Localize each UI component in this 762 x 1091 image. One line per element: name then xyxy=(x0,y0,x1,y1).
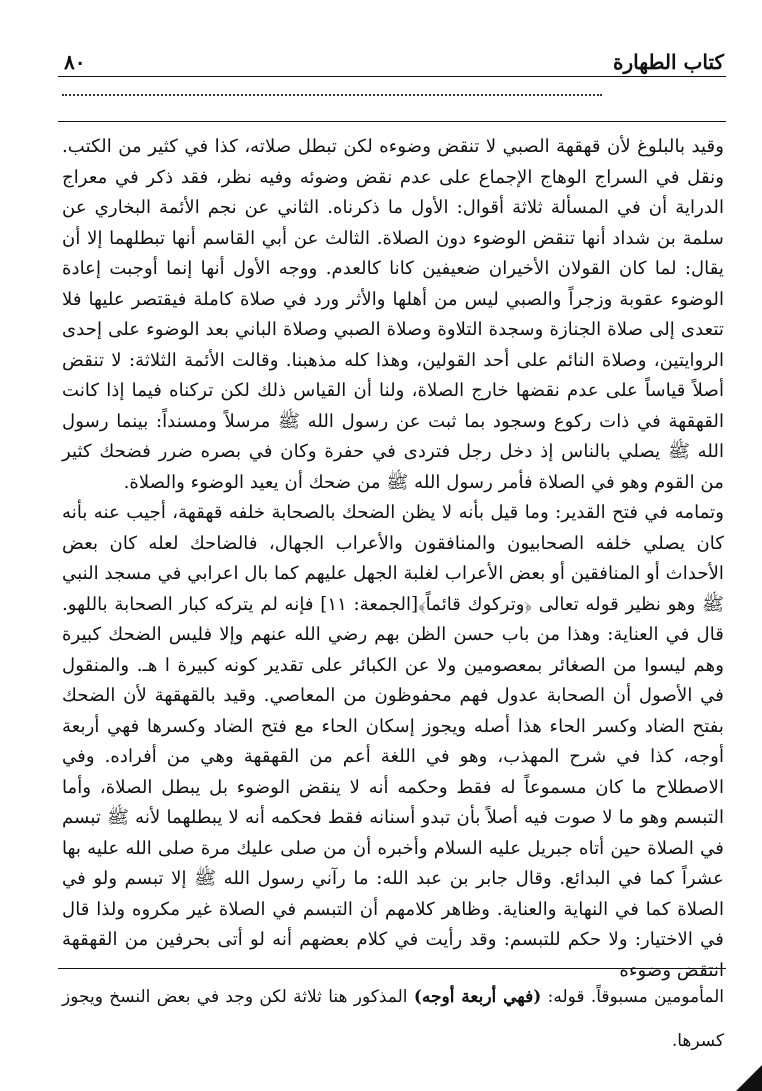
top-rule xyxy=(58,121,726,122)
paragraph: وتمامه في فتح القدير: وما قيل بأنه لا يظن الضحك بالصحابة خلفه قهقهة، أجيب عنه بأنه كان يصلي خلفه الصحابيون والمنافقون والأعراب الجهال، فالضاحك لعله كان بعض الأحداث أو المنافقين أو بعض الأعراب لغلبة الجهل عليهم كما بال اعرابي في مسجد النبي ﷺ وهو نظير قوله تعالى ﴿وتركوك قائماً﴾[الجمعة: ١١] فإنه لم يتركه كبار الصحابة باللهو. قال في العناية: وهذا من باب حسن الظن بهم رضي الله عنهم وإلا فليس الضحك كبيرة وهم ليسوا من الصغائر بمعصومين ولا عن الكبائر على تقدير كونه كبيرة ا هـ. والمنقول في الأصول أن الصحابة عدول فهم محفوظون من المعاصي. وقيد بالقهقهة لأن الضحك بفتح الضاد وكسر الحاء هذا أصله ويجوز إسكان الحاء مع فتح الضاد وكسرها فهي أربعة أوجه، كذا في شرح المهذب، وهو في اللغة أعم من القهقهة وهي من أفراده. وفي الاصطلاح ما كان مسموعاً له فقط وحكمه أنه لا ينقض الوضوء بل يبطل الصلاة، وأما التبسم وهو ما لا صوت فيه أصلاً بأن تبدو أسنانه فقط فحكمه أنه لا يبطلهما لأنه ﷺ تبسم في الصلاة حين أتاه جبريل عليه السلام وأخبره أن من صلى عليك مرة صلى الله عليه بها عشراً كما في البدائع. وقال جابر بن عبد الله: ما رآني رسول الله ﷺ إلا تبسم ولو في الصلاة كما في النهاية والعناية. وظاهر كلامهم أن التبسم في الصلاة غير مكروه ولذا قال في الاختيار: ولا حكم للتبسم: وقد رأيت في كلام بعضهم أنه لو أتى بحرفين من القهقهة انتقض وضوءه xyxy=(62,502,724,981)
page-corner-mark xyxy=(736,1065,762,1091)
footnote-rule xyxy=(58,968,726,969)
footnote-lead: المأمومين مسبوقاً. قوله: xyxy=(547,987,725,1007)
footnote-quoted: (فهي أربعة أوجه) xyxy=(413,987,542,1007)
footnote-rest: المذكور هنا ثلاثة لكن وجد في بعض النسخ ويجوز كسرها. xyxy=(62,987,724,1051)
book-title: كتاب الطهارة xyxy=(613,50,724,74)
page-header xyxy=(58,48,726,77)
page-number: ٨٠ xyxy=(64,50,86,74)
footnote xyxy=(62,975,724,1071)
main-text xyxy=(62,132,724,981)
paragraph: وقيد بالبلوغ لأن قهقهة الصبي لا تنقض وضوءه لكن تبطل صلاته، كذا في كثير من الكتب. ونقل في السراج الوهاج الإجماع على عدم نقض وضوئه وفيه نظر، فقد ذكر في معراج الدراية أن في المسألة ثلاثة أقوال: الأول ما ذكرناه. الثاني عن نجم الأئمة البخاري عن سلمة بن شداد أنها تنقض الوضوء دون الصلاة. الثالث عن أبي القاسم أنها تبطلهما إلا أن يقال: لما كان القولان الأخيران ضعيفين كانا كالعدم. ووجه الأول أنها إنما أوجبت إعادة الوضوء عقوبة وزجراً والصبي ليس من أهلها والأثر ورد في صلاة كاملة فيقتصر عليها فلا تتعدى إلى صلاة الجنازة وسجدة التلاوة وصلاة الصبي وصلاة الباني بعد الوضوء على إحدى الروايتين، وصلاة النائم على أحد القولين، وهذا كله مذهبنا. وقالت الأئمة الثلاثة: لا تنقض أصلاً قياساً على عدم نقضها خارج الصلاة، ولنا أن القياس ذلك لكن تركناه فيما إذا كانت القهقهة في ذات ركوع وسجود بما ثبت عن رسول الله ﷺ مرسلاً ومسنداً: بينما رسول الله ﷺ يصلي بالناس إذ دخل رجل فتردى في حفرة وكان في بصره ضرر فضحك كثير من القوم وهو في الصلاة فأمر رسول الله ﷺ من ضحك أن يعيد الوضوء والصلاة. xyxy=(62,136,724,493)
footnote-text xyxy=(62,975,724,1063)
dotted-separator xyxy=(62,94,602,96)
